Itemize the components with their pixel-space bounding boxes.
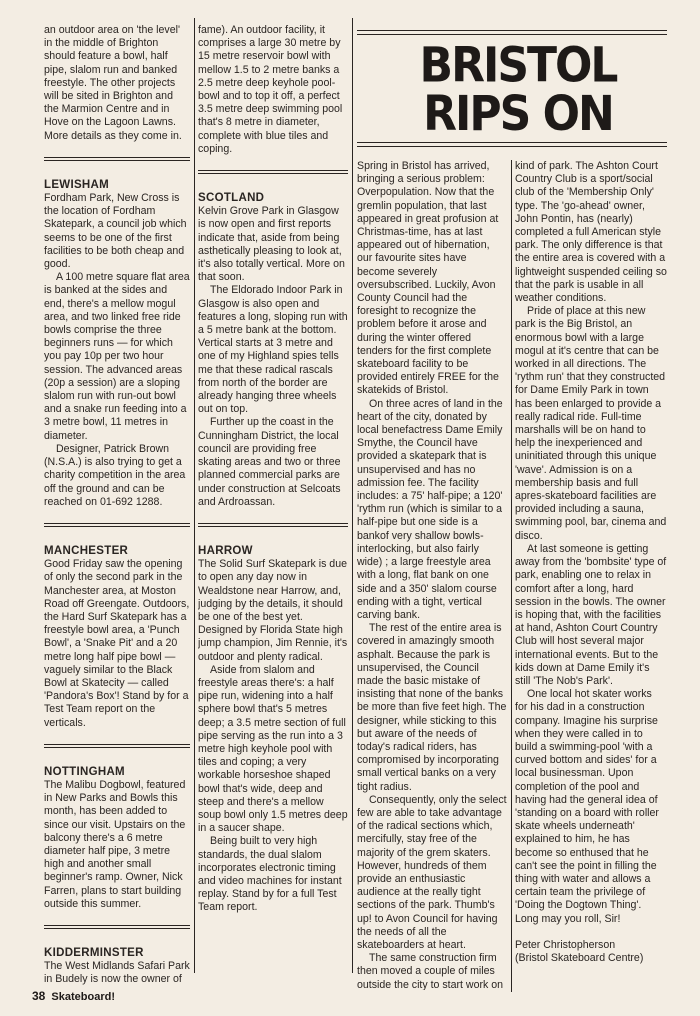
article-paragraph: Spring in Bristol has arrived, bringing a serious problem: Overpopulation. Now that the gremlin population, that last appeared in great profusion at Christmas-time, has at last appeared out of hibernation, our favourite sites have become severely oversubscribed. Luckily, Avon County Council had the foresight to recognize the problem before it arose and during the winter offered tenders for the first complete skateboard facility to be provided entirely FREE for the skatekids of Bristol. xyxy=(357,160,499,397)
brighton-text: an outdoor area on 'the level' in the middle of Brighton should feature a bowl, half pipe, slalom run and banked freestyle. The other projects will be sited in Brighton and the Marmion Centre and in Hove on the Lagoon Lawns. More details as they come in. xyxy=(44,24,182,142)
article-paragraph: The rest of the entire area is covered in amazingly smooth asphalt. Because the park is unsupervised, the Council made the basic mistake of insisting that none of the banks be more than five feet high. The designer, while sticking to this but aware of the needs of today's radical riders, has compromised by incorporating small vertical banks on a very tight radius. xyxy=(357,622,507,793)
headline-box xyxy=(357,30,667,148)
article-paragraph: Pride of place at this new park is the Big Bristol, an enormous bowl with a large mogul at it's centre that can be worked in all directions. The 'rythm run' that they constructed for Dame Emily Park in town has been enlarged to provide a really radical ride. Full-time marshalls will be on hand to help the inexperienced and uninitiated through this unique 'wave'. Admission is on a membership basis and full apres-skateboard facilities are provided including a sauna, swimming pool, bar, cinema and disco. xyxy=(515,305,667,542)
column-2 xyxy=(198,24,348,986)
section-heading-scotland: SCOTLAND xyxy=(198,192,265,205)
lewisham-paragraph: Fordham Park, New Cross is the location of Fordham Skatepark, a council job which seems to be one of the first facilities to be both cheap and good. xyxy=(44,192,187,271)
article-paragraph: One local hot skater works for his dad in a construction company. Imagine his surprise when they were called in to build a swimming-pool 'with a curved bottom and sides' for a local businessman. Upon completion of the pool and having had the general idea of 'standing on a board with roller skate wheels underneath' explained to him, he has become so enthused that he can't see the point in filling the thing with water and allows a certain team the privilege of 'Doing the Dogtown Thing'. Long may you roll, Sir! xyxy=(515,688,659,925)
author-affiliation: (Bristol Skateboard Centre) xyxy=(515,951,644,964)
harrow-paragraph: Aside from slalom and freestyle areas there's: a half pipe run, widening into a half sphere bowl that's 5 metres deep; a 3.5 metre section of full pipe serving as the run into a 3 metre high keyhole pool with tiles and coping; a very workable horseshoe shaped bowl that's wide, deep and steep and there's a mellow soup bowl only 1.5 metres deep in a saucer shape. xyxy=(198,663,348,835)
manchester-paragraph: Good Friday saw the opening of only the second park in the Manchester area, at Moston Road off Greengate. Outdoors, the Hard Surf Skatepark has a freestyle bowl area, a 'Punch Bowl', a 'Snake Pit' and a 20 metre long half pipe bowl — vaguely similar to the Black Bowl at Skatecity — called 'Pandora's Box'! Stand by for a Test Team report on the verticals. xyxy=(44,558,190,729)
scotland-paragraph: The Eldorado Indoor Park in Glasgow is also open and features a long, sloping run with a 5 metre bank at the bottom. Vertical starts at 3 metre and one of my Highland spies tells me that these radical rascals from north of the border are already hanging three wheels out on top. xyxy=(198,284,348,416)
column-rule xyxy=(352,18,353,973)
section-divider xyxy=(198,523,348,527)
section-heading-manchester: MANCHESTER xyxy=(44,544,129,557)
page-number: 38 xyxy=(32,989,46,1003)
headline-line-2: RIPS ON xyxy=(423,86,613,143)
kidderminster-paragraph: The West Midlands Safari Park in Budely is now the owner of xyxy=(44,960,190,986)
article-paragraph: At last someone is getting away from the 'bombsite' type of park, enabling one to relax in comfort after a long, hard session in the bowls. The owner is hoping that, with the facilities at hand, Ashton Court Country Club will host several major international events. But to the kids down at Dame Emily it's still 'The Nob's Park'. xyxy=(515,542,667,687)
headline-rule-top xyxy=(357,30,667,35)
section-heading-nottingham: NOTTINGHAM xyxy=(44,765,125,778)
article-paragraph: Consequently, only the select few are able to take advantage of the radical sections which, mercifully, stay free of the majority of the grem skaters. However, hundreds of them provide an enthusiastic audience at the really tight sections of the park. Thumb's up! to Avon Council for having the needs of all the skateboarders at heart. xyxy=(357,793,507,951)
section-divider xyxy=(44,744,190,748)
headline-line-1: BRISTOL xyxy=(419,37,617,94)
section-heading-harrow: HARROW xyxy=(198,544,253,557)
harrow-paragraph: The Solid Surf Skatepark is due to open any day now in Wealdstone near Harrow, and, judging by the details, it should be one of the best yet. Designed by Florida State high jump champion, Jim Rennie, it's outdoor and plenty radical. xyxy=(198,558,348,663)
section-divider xyxy=(44,523,190,527)
author-credit: Peter Christopherson xyxy=(515,938,616,951)
nottingham-paragraph: The Malibu Dogbowl, featured in New Parks and Bowls this month, has been added to since our visit. Upstairs on the balcony there's a 6 metre diameter half pipe, 3 metre high and another small beginner's ramp. Owner, Nick Farren, plans to start building outside this summer. xyxy=(44,778,186,910)
article-paragraph: The same construction firm then moved a couple of miles outside the city to start work on xyxy=(357,952,504,990)
column-rule xyxy=(194,18,195,973)
headline-rule-bottom xyxy=(357,142,667,147)
article-paragraph: On three acres of land in the heart of the city, donated by local benefactress Dame Emily Smythe, the Council have provided a skatepark that is unsupervised and has no admission fee. The facility includes: a 75' half-pipe; a 120' 'rythm run (which is similar to a half-pipe but one side is a bankof very shallow bowls- interlocking, but also fairly wide) ; a large freestyle area with a long, flat bank on one side and a 350' slalom course ending with a tight, vertical carving bank. xyxy=(357,397,503,621)
magazine-name: Skateboard! xyxy=(51,991,115,1003)
scotland-paragraph: Further up the coast in the Cunningham District, the local council are providing free skating areas and two or three planned commercial parks are under construction at Selcoats and Ardroassan. xyxy=(198,416,341,508)
column-1 xyxy=(44,24,190,986)
scotland-paragraph: Kelvin Grove Park in Glasgow is now open and first reports indicate that, aside from being asthetically pleasing to look at, it's also totally vertical. More on that soon. xyxy=(198,205,345,284)
column-3 xyxy=(357,160,507,990)
lewisham-paragraph: Designer, Patrick Brown (N.S.A.) is also trying to get a charity competition in the area off the ground and can be reached on 01-692 1288. xyxy=(44,442,186,508)
section-divider xyxy=(44,157,190,161)
page-footer xyxy=(32,989,115,1003)
headline xyxy=(387,37,649,143)
article-paragraph: kind of park. The Ashton Court Country Club is a sport/social club of the 'Membership Only' type. The 'go-ahead' owner, John Pontin, has (nearly) completed a full American style park. The only difference is that the entire area is covered with a lightweight suspended ceiling so that the park is usable in all weather conditions. xyxy=(515,160,667,305)
kidderminster-continued: fame). An outdoor facility, it comprises a large 30 metre by 15 metre reservoir bowl with mellow 1.5 to 2 metre banks a 2.5 metre deep keyhole pool-bowl and to top it off, a perfect 3.5 metre deep swimming pool that's 8 metre in diameter, complete with blue tiles and coping. xyxy=(198,24,343,155)
section-divider xyxy=(198,170,348,174)
harrow-paragraph: Being built to very high standards, the dual slalom incorporates electronic timing and video machines for instant replay. Stand by for a full Test Team report. xyxy=(198,835,342,914)
column-4 xyxy=(515,160,667,990)
section-divider xyxy=(44,925,190,929)
lewisham-paragraph: A 100 metre square flat area is banked at the sides and end, there's a mellow mogul area, and two linked free ride bowls comprise the three beginners runs — for which you pay 10p per two hour session. The advanced areas (20p a session) are a sloping slalom run with run-out bowl and a snake run feeding into a 3 metre bowl, 11 metres in diameter. xyxy=(44,271,190,442)
section-heading-kidderminster: KIDDERMINSTER xyxy=(44,946,144,959)
section-heading-lewisham: LEWISHAM xyxy=(44,178,110,191)
column-rule xyxy=(511,160,512,992)
